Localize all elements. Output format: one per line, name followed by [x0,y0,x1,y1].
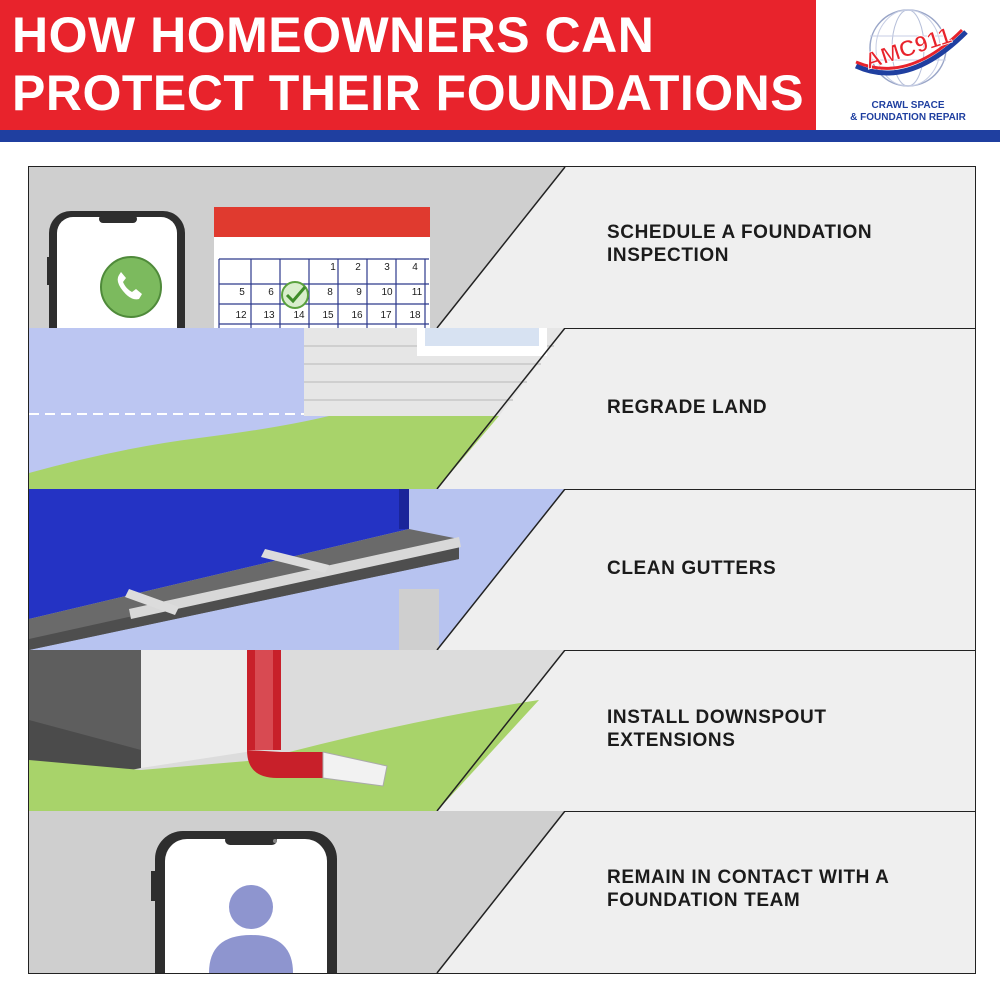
page-title-line-2: PROTECT THEIR FOUNDATIONS [12,65,805,121]
calendar-day: 16 [351,310,363,321]
calendar-day: 4 [412,262,418,273]
calendar-day: 10 [381,287,393,298]
calendar-day: 2 [355,262,361,273]
calendar-day: 14 [293,310,305,321]
calendar-day: 9 [356,287,362,298]
step-label-line: INSPECTION [607,245,730,266]
checkmark-icon [282,282,308,308]
calendar-day: 8 [327,287,333,298]
calendar-day: 18 [409,310,421,321]
svg-text:AMC911: AMC911 [861,21,955,75]
logo-subtitle-line-1: CRAWL SPACE [871,100,945,111]
step-label-line: REMAIN IN CONTACT WITH A [607,867,890,888]
calendar-day: 13 [263,310,275,321]
calendar-day: 11 [411,287,423,298]
step-item-stay-in-contact [29,811,975,973]
calendar-day: 15 [322,310,334,321]
header-banner [0,0,816,130]
step-label-line: REGRADE LAND [607,397,768,418]
header [0,0,1000,130]
step-label-line: FOUNDATION TEAM [607,890,801,911]
step-item-schedule-inspection [29,167,975,329]
step-item-regrade-land [29,328,975,490]
step-label [607,221,947,267]
page-title-line-1: HOW HOMEOWNERS CAN [12,7,655,63]
logo-subtitle-line-2: & FOUNDATION REPAIR [850,112,966,123]
calendar-day: 3 [384,262,390,273]
calendar-day: 6 [268,287,274,298]
step-label-line: EXTENSIONS [607,730,736,751]
step-item-downspout [29,650,975,812]
step-label [607,706,947,752]
calendar-day: 12 [235,310,247,321]
calendar-day: 17 [380,310,392,321]
calendar-day: 5 [239,287,245,298]
calendar-day: 1 [330,262,336,273]
company-logo [816,0,1000,130]
step-label [607,866,947,912]
page-title [12,6,812,122]
step-label-line: INSTALL DOWNSPOUT [607,707,827,728]
step-label-line: SCHEDULE A FOUNDATION [607,222,873,243]
step-item-clean-gutters [29,489,975,651]
step-label-line: CLEAN GUTTERS [607,558,777,579]
globe-logo-icon [816,0,1000,100]
step-label [607,557,947,580]
steps-panel [28,166,976,974]
step-label [607,396,947,419]
header-stripe [0,130,1000,142]
